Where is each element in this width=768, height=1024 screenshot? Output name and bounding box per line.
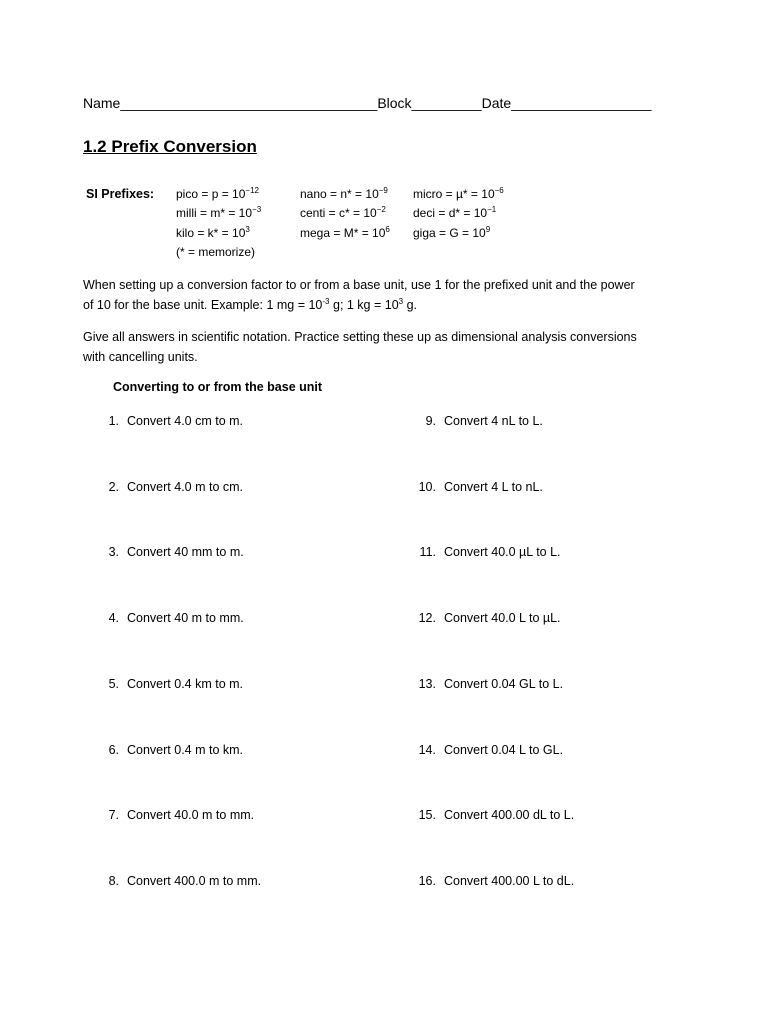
question-14: 14. Convert 0.04 L to GL. — [418, 743, 564, 757]
question-6: 6. Convert 0.4 m to km. — [108, 743, 244, 757]
header-line — [83, 95, 651, 111]
question-8: 8. Convert 400.0 m to mm. — [108, 874, 262, 888]
question-13: 13. Convert 0.04 GL to L. — [418, 677, 564, 691]
si-prefix-milli: milli = $m* = 10^{-3}$ — [176, 205, 262, 220]
si-prefix-pico: pico = $p = 10^{-12}$ — [176, 186, 259, 201]
si-prefix-deci: deci = $d* = 10^{-1}$ — [413, 205, 497, 220]
question-15: 15. Convert 400.00 dL to L. — [418, 808, 575, 822]
para2-line2: with cancelling units. — [83, 350, 198, 364]
question-11: 11. Convert 40.0 µL to L. — [419, 545, 561, 559]
si-prefix-micro: micro = $\mu* = 10^{-6}$ — [413, 186, 504, 201]
question-7: 7. Convert 40.0 m to mm. — [108, 808, 255, 822]
si-prefix-giga: giga = $G = 10^9$ — [413, 225, 491, 240]
si-prefix-kilo: kilo = $k* = 10^3$ — [176, 225, 250, 240]
block-label: Block — [377, 95, 412, 111]
question-1: 1. Convert 4.0 cm to m. — [108, 414, 244, 428]
instructions-paragraph-2 — [83, 327, 683, 367]
question-5: 5. Convert 0.4 km to m. — [108, 677, 244, 691]
date-blank: __________________ — [511, 95, 652, 111]
memorize-note: (* = memorize) — [176, 245, 256, 259]
para1-line2: of 10 for the base unit. Example: 1 mg = $10^{-3}$ g; 1 kg = $10^3$ g. — [83, 297, 418, 312]
block-blank: _________ — [411, 95, 482, 111]
question-9: 9. Convert 4 nL to L. — [425, 414, 543, 428]
question-12: 12. Convert 40.0 L to µL. — [418, 611, 561, 625]
si-prefix-nano: nano = $n* = 10^{-9}$ — [300, 186, 388, 201]
name-label: Name — [83, 95, 121, 111]
para2-line1: Give all answers in scientific notation. Practice setting these up as dimensional analysis conversions — [83, 330, 637, 344]
page-title: 1.2 Prefix Conversion — [83, 137, 257, 156]
date-label: Date — [481, 95, 512, 111]
si-prefix-mega: mega = $M* = 10^6$ — [300, 225, 390, 240]
section-heading: Converting to or from the base unit — [113, 380, 323, 394]
question-4: 4. Convert 40 m to mm. — [108, 611, 244, 625]
para1-line1: When setting up a conversion factor to or from a base unit, use 1 for the prefixed unit and the power — [83, 278, 635, 292]
si-prefix-centi: centi = $c* = 10^{-2}$ — [300, 205, 386, 220]
instructions-paragraph-1 — [83, 275, 683, 315]
question-2: 2. Convert 4.0 m to cm. — [108, 480, 244, 494]
question-3: 3. Convert 40 mm to m. — [108, 545, 244, 559]
name-blank: _________________________________ — [120, 95, 378, 111]
question-10: 10. Convert 4 L to nL. — [418, 480, 543, 494]
question-16: 16. Convert 400.00 L to dL. — [418, 874, 575, 888]
si-prefixes-label: SI Prefixes: — [86, 187, 155, 201]
